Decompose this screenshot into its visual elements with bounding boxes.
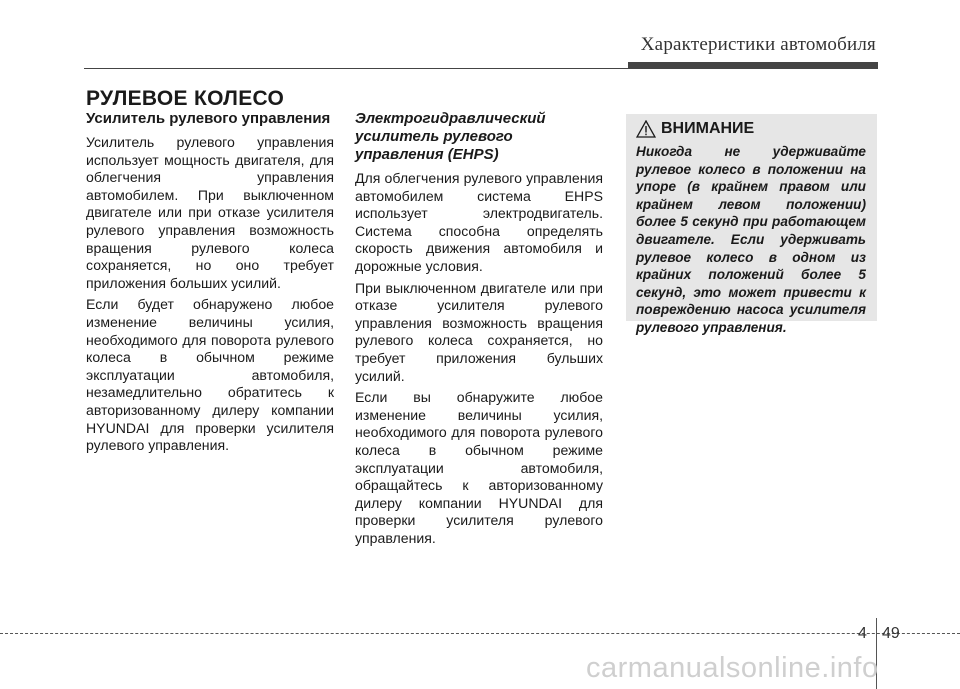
ehps-paragraph-3: Если вы обнаружите любое изменение величины усилия, необходимого для поворота рулевого колеса в обычном режиме эксплуатации автомобиля, обращайтесь к авторизованному дилеру компании HYUNDAI для проверки усилителя рулевого управления. bbox=[355, 389, 603, 546]
ehps-paragraph-1: Для облегчения рулевого управления автомобилем система EHPS использует электродвигатель. Система способна определять скорость движения автомобиля и дорожные условия. bbox=[355, 170, 603, 274]
column-power-steering bbox=[86, 110, 334, 459]
page-number: 49 bbox=[882, 625, 900, 642]
ehps-heading: Электрогидравлический усилитель рулевого управления (EHPS) bbox=[355, 110, 546, 163]
watermark: carmanualsonline.info bbox=[586, 652, 879, 684]
warning-text: Никогда не удерживайте рулевое колесо в положении на упоре (в крайнем правом или крайнем левом положении) более 5 секунд при работающем двигателе. Если удерживать рулевое колесо в одном из крайних положений более 5 секунд, это может привести к повреждению насоса усилителя рулевого управления. bbox=[636, 144, 866, 335]
running-header-title: Характеристики автомобиля bbox=[640, 34, 876, 55]
ehps-paragraph-2: При выключенном двигателе или при отказе усилителя рулевого управления возможность вращения рулевого колеса сохраняется, но требует приложения бульших усилий. bbox=[355, 279, 603, 384]
header-rule-thin bbox=[84, 68, 878, 69]
footer-rule bbox=[0, 633, 960, 635]
warning-title: ВНИМАНИЕ bbox=[661, 120, 755, 137]
column-ehps bbox=[355, 110, 603, 551]
power-steering-paragraph-1: Усилитель рулевого управления использует мощность двигателя, для облегчения управления автомобилем. При выключенном двигателе или при отказе усилителя рулевого управления возможность вращения рулевого колеса сохраняется, но оно требует приложения больших усилий. bbox=[86, 134, 334, 291]
section-title: РУЛЕВОЕ КОЛЕСО bbox=[86, 87, 285, 110]
warning-box bbox=[626, 114, 877, 335]
chapter-number: 4 bbox=[858, 625, 867, 642]
power-steering-heading: Усилитель рулевого управления bbox=[86, 110, 331, 127]
power-steering-paragraph-2: Если будет обнаружено любое изменение величины усилия, необходимого для поворота рулевого колеса в обычном режиме эксплуатации автомобиля, незамедлительно обратитесь к авторизованному дилеру компании HYUNDAI для проверки усилителя рулевого управления. bbox=[86, 296, 334, 454]
warning-triangle-icon bbox=[636, 120, 656, 138]
warning-header bbox=[636, 120, 754, 138]
